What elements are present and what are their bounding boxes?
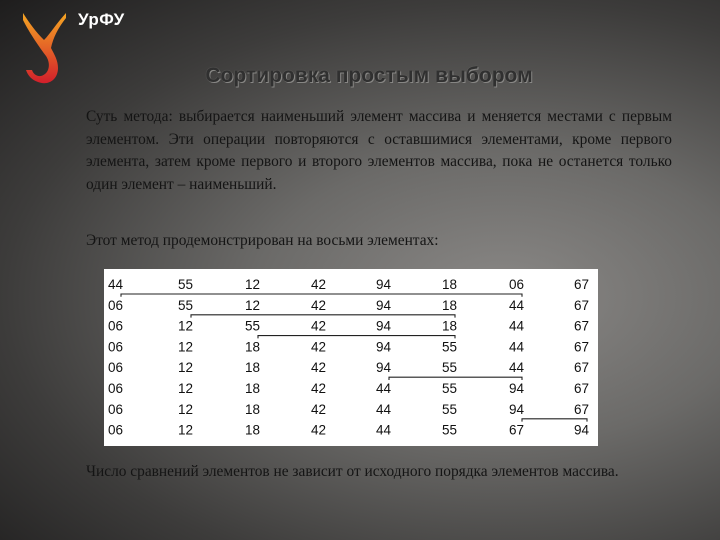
table-cell: 44 [108, 277, 124, 292]
table-cell: 67 [509, 422, 525, 438]
table-cell: 55 [178, 277, 194, 292]
table-cell: 18 [245, 401, 261, 417]
table-cell: 55 [442, 339, 458, 355]
table-cell: 94 [574, 422, 590, 438]
demo-intro: Этот метод продемонстрирован на восьми элементах: [86, 232, 439, 249]
table-cell: 42 [311, 422, 327, 438]
table-cell: 06 [108, 422, 124, 438]
table-cell: 06 [108, 339, 124, 355]
table-cell: 94 [509, 381, 525, 396]
table-cell: 06 [509, 277, 525, 292]
table-cell: 18 [245, 339, 261, 355]
swap-connector [522, 419, 587, 422]
table-cell: 12 [178, 339, 194, 355]
table-cell: 44 [509, 339, 525, 355]
table-cell: 12 [178, 401, 194, 417]
table-cell: 12 [178, 381, 194, 396]
table-cell: 12 [245, 277, 261, 292]
table-cell: 44 [376, 401, 392, 417]
table-cell: 12 [178, 318, 194, 334]
table-cell: 94 [376, 318, 392, 334]
comparison-note: Число сравнений элементов не зависит от исходного порядка элементов массива. [86, 463, 619, 480]
table-cell: 55 [442, 381, 458, 396]
table-cell: 12 [178, 422, 194, 438]
table-cell: 55 [442, 360, 458, 376]
table-cell: 67 [574, 297, 590, 313]
table-cell: 42 [311, 381, 327, 396]
table-cell: 55 [245, 318, 261, 334]
table-cell: 42 [311, 297, 327, 313]
table-cell: 42 [311, 360, 327, 376]
selection-sort-figure [104, 269, 598, 446]
table-cell: 18 [442, 318, 458, 334]
table-cell: 67 [574, 381, 590, 396]
table-cell: 18 [442, 297, 458, 313]
table-cell: 67 [574, 318, 590, 334]
table-cell: 55 [178, 297, 194, 313]
table-cell: 42 [311, 339, 327, 355]
swap-connector [191, 315, 455, 318]
table-cell: 44 [509, 360, 525, 376]
table-cell: 67 [574, 339, 590, 355]
table-cell: 67 [574, 277, 590, 292]
method-description: Суть метода: выбирается наименьший элемент массива и меняется местами с первым элементом. Эти операции повторяются с оставшимися элементами, кроме первого элемента, затем кроме первого и второго элементов массива, пока не останется только один элемент – наименьший. [86, 108, 672, 193]
table-cell: 94 [376, 360, 392, 376]
table-cell: 42 [311, 318, 327, 334]
table-cell: 55 [442, 401, 458, 417]
table-cell: 44 [509, 318, 525, 334]
table-cell: 67 [574, 401, 590, 417]
table-cell: 94 [376, 277, 392, 292]
table-cell: 44 [376, 422, 392, 438]
table-cell: 18 [245, 381, 261, 396]
table-cell: 42 [311, 277, 327, 292]
table-cell: 06 [108, 360, 124, 376]
swap-connector [389, 377, 522, 380]
table-cell: 18 [245, 422, 261, 438]
table-cell: 94 [509, 401, 525, 417]
table-cell: 67 [574, 360, 590, 376]
table-cell: 44 [509, 297, 525, 313]
brand-name: УрФУ [78, 10, 125, 29]
table-cell: 94 [376, 339, 392, 355]
table-cell: 06 [108, 297, 124, 313]
swap-connector [121, 294, 522, 297]
table-cell: 06 [108, 381, 124, 396]
table-cell: 18 [245, 360, 261, 376]
table-cell: 55 [442, 422, 458, 438]
table-cell: 44 [376, 381, 392, 396]
table-cell: 06 [108, 318, 124, 334]
selection-sort-table [104, 269, 598, 446]
table-cell: 94 [376, 297, 392, 313]
swap-connector [258, 336, 455, 339]
page-title: Сортировка простым выбором [205, 64, 533, 87]
table-cell: 12 [245, 297, 261, 313]
table-cell: 42 [311, 401, 327, 417]
table-cell: 12 [178, 360, 194, 376]
table-cell: 18 [442, 277, 458, 292]
table-cell: 06 [108, 401, 124, 417]
